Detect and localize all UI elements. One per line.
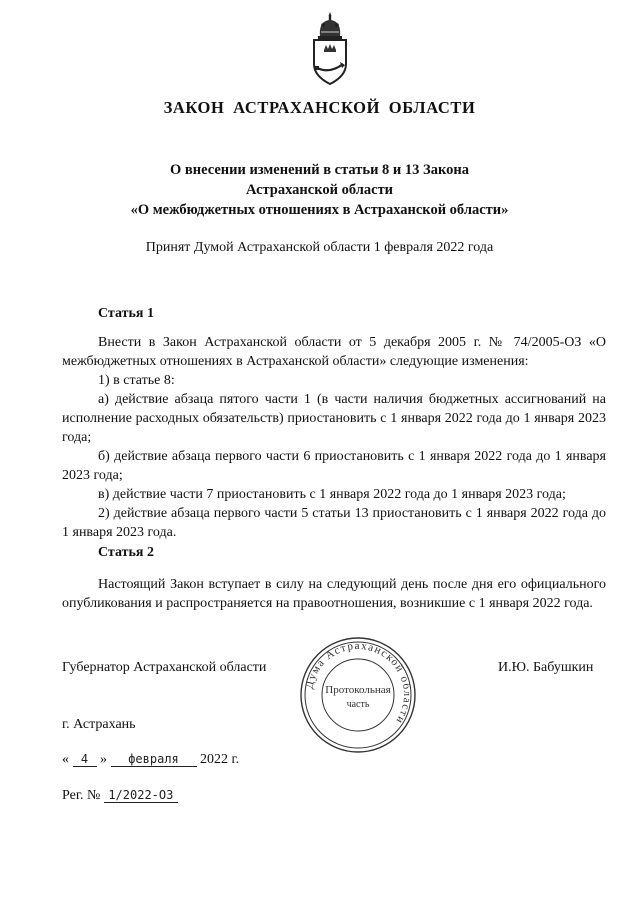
date-day: 4 [73,752,97,767]
stamp-center-line-1: Протокольная [325,684,391,696]
law-subject [0,160,639,220]
article-2-heading: Статья 2 [98,545,154,560]
date-month: февраля [111,752,197,767]
registration-value: 1/2022-ОЗ [104,788,178,803]
article-2-body [62,575,606,613]
date-open-quote: « [62,752,69,767]
signatory-position: Губернатор Астраханской области [62,660,267,675]
registration-number [62,788,178,804]
subject-line: О внесении изменений в статьи 8 и 13 Закона [170,162,469,178]
article-1-heading: Статья 1 [98,306,154,321]
stamp-center-line-2: часть [346,699,370,710]
article-1-body [62,333,606,542]
article-1-item-2: 2) действие абзаца первого части 5 статьи 13 приостановить с 1 января 2022 года до 1 января 2023 года. [62,506,606,540]
article-2-text: Настоящий Закон вступает в силу на следующий день после дня его официального опубликования и распространяется на правоотношения, возникшие с 1 января 2022 года. [62,577,606,611]
date-close-quote: » [100,752,107,767]
article-1-item-1a: а) действие абзаца пятого части 1 (в части наличия бюджетных ассигнований на исполнение расходных обязательств) приостановить с 1 января 2022 года до 1 января 2023 года; [62,392,606,445]
law-title: ЗАКОН АСТРАХАНСКОЙ ОБЛАСТИ [163,98,476,117]
subject-line: «О межбюджетных отношениях в Астраханской области» [130,202,509,218]
signing-date [62,752,239,768]
stamp-ring-text: Дума Астраханской области [303,639,414,727]
date-year: 2022 г. [200,752,240,767]
article-1-item-1c: в) действие части 7 приостановить с 1 января 2022 года до 1 января 2023 года; [98,487,566,502]
duma-stamp-seal [298,635,418,755]
subject-line: Астраханской области [245,182,394,198]
article-1-item-1: 1) в статье 8: [98,373,175,388]
registration-label: Рег. № [62,788,101,803]
article-1-intro: Внести в Закон Астраханской области от 5 декабря 2005 г. № 74/2005-ОЗ «О межбюджетных отношениях в Астраханской области» следующие изменения: [62,335,606,369]
place-of-signing: г. Астрахань [62,717,136,732]
adoption-note: Принят Думой Астраханской области 1 февраля 2022 года [145,240,494,255]
coat-of-arms-icon [300,10,360,88]
signatory-name: И.Ю. Бабушкин [498,660,594,675]
article-1-item-1b: б) действие абзаца первого части 6 приостановить с 1 января 2022 года до 1 января 2023 года; [62,449,606,483]
